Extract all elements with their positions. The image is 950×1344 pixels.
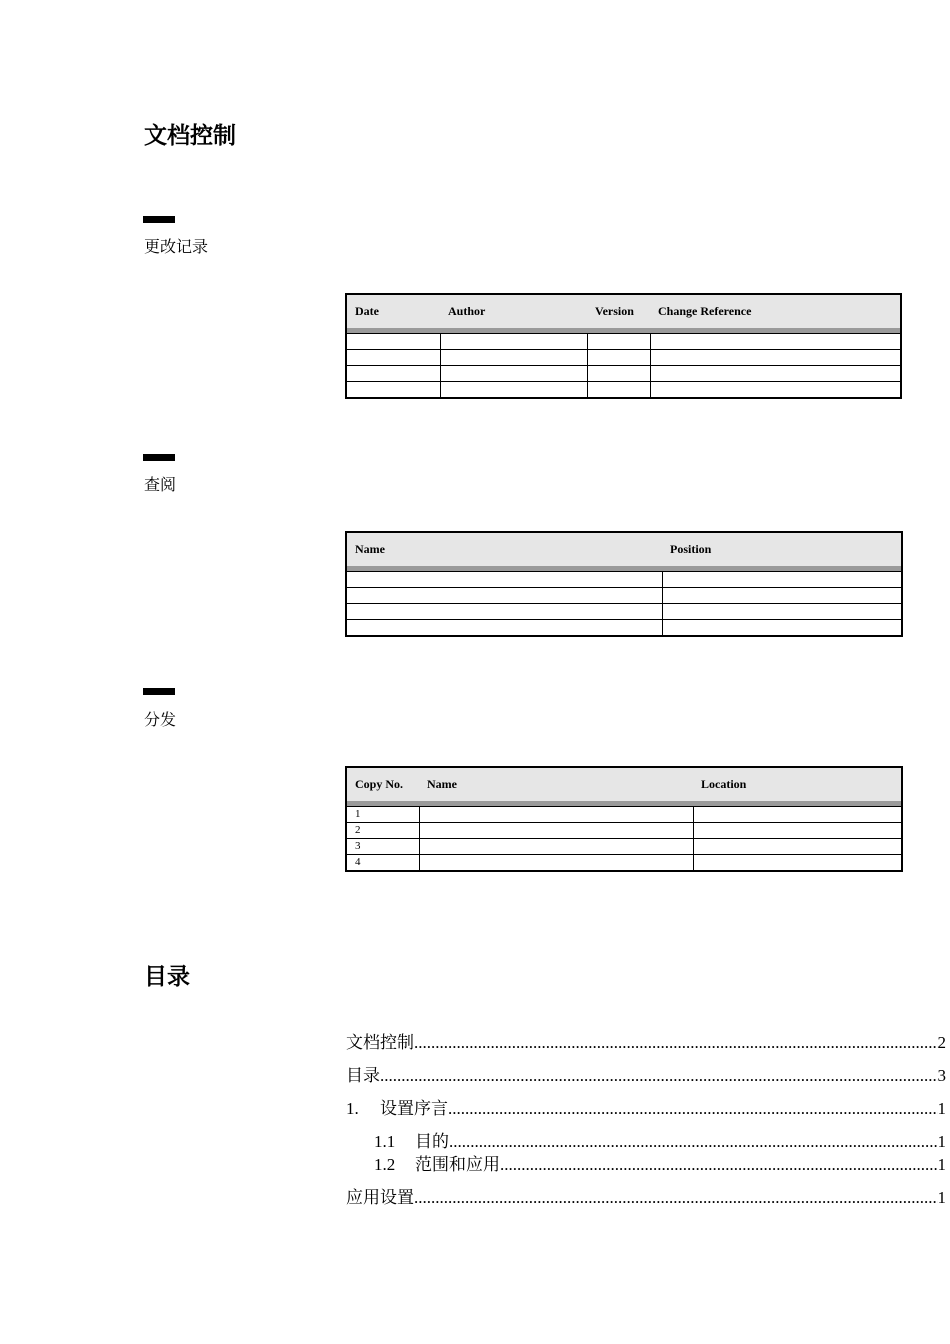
table-cell bbox=[346, 572, 662, 588]
table-cell bbox=[693, 823, 902, 839]
table-row bbox=[346, 620, 902, 637]
table-cell bbox=[440, 382, 587, 399]
table-row bbox=[346, 807, 902, 823]
table-cell bbox=[419, 823, 693, 839]
toc-entry-page: 1 bbox=[937, 1132, 946, 1151]
toc-title: 目录 bbox=[144, 964, 190, 990]
table-cell bbox=[346, 366, 440, 382]
toc-entry-text: 范围和应用 bbox=[415, 1155, 500, 1174]
table-cell bbox=[440, 366, 587, 382]
table-cell bbox=[662, 572, 902, 588]
toc-leader bbox=[449, 1132, 938, 1152]
table-row bbox=[346, 572, 902, 588]
table-cell bbox=[693, 855, 902, 872]
toc-entry-number: 1. bbox=[346, 1099, 359, 1118]
table-row bbox=[346, 604, 902, 620]
table-cell bbox=[440, 334, 587, 350]
table-cell bbox=[346, 620, 662, 637]
toc-entry-page: 1 bbox=[937, 1099, 946, 1118]
table-cell bbox=[587, 366, 650, 382]
table-cell bbox=[346, 382, 440, 399]
toc-entry-page: 3 bbox=[937, 1066, 946, 1085]
table-row bbox=[346, 350, 901, 366]
table-cell: 1 bbox=[346, 807, 419, 823]
toc-entry-number: 1.1 bbox=[374, 1132, 396, 1151]
toc-entry-page: 1 bbox=[937, 1188, 946, 1207]
table-cell: 2 bbox=[346, 823, 419, 839]
table-cell bbox=[346, 604, 662, 620]
section-marker bbox=[143, 688, 175, 695]
toc-leader bbox=[500, 1155, 938, 1175]
col-header-name: Name bbox=[346, 532, 662, 566]
table-row bbox=[346, 366, 901, 382]
toc-leader bbox=[414, 1033, 938, 1053]
col-header-name: Name bbox=[419, 767, 693, 801]
table-cell bbox=[440, 350, 587, 366]
toc-entry-number: 1.2 bbox=[374, 1155, 396, 1174]
table-cell bbox=[662, 604, 902, 620]
table-cell bbox=[419, 807, 693, 823]
table-cell bbox=[346, 588, 662, 604]
toc-entry[interactable] bbox=[374, 1150, 946, 1175]
distribution-heading: 分发 bbox=[144, 710, 177, 729]
col-header-version: Version bbox=[587, 294, 650, 328]
col-header-copy-no: Copy No. bbox=[346, 767, 419, 801]
table-row bbox=[346, 334, 901, 350]
toc-entry[interactable] bbox=[346, 1094, 946, 1119]
table-row bbox=[346, 588, 902, 604]
toc-entry[interactable] bbox=[346, 1028, 946, 1053]
table-cell: 4 bbox=[346, 855, 419, 872]
toc-entry-page: 2 bbox=[937, 1033, 946, 1052]
table-cell bbox=[587, 334, 650, 350]
toc-entry-page: 1 bbox=[937, 1155, 946, 1174]
toc-entry[interactable] bbox=[346, 1061, 946, 1086]
col-header-position: Position bbox=[662, 532, 902, 566]
table-cell bbox=[650, 350, 901, 366]
change-record-heading: 更改记录 bbox=[144, 237, 209, 256]
review-table bbox=[345, 531, 903, 637]
toc-entry[interactable] bbox=[374, 1127, 946, 1152]
table-cell bbox=[662, 620, 902, 637]
toc-entry-text: 设置序言 bbox=[380, 1099, 448, 1118]
table-cell bbox=[650, 334, 901, 350]
toc-entry[interactable] bbox=[346, 1183, 946, 1208]
toc-entry-text: 目录 bbox=[346, 1066, 380, 1085]
table-cell bbox=[693, 807, 902, 823]
table-cell bbox=[419, 855, 693, 872]
toc-leader bbox=[448, 1099, 938, 1119]
change-record-table bbox=[345, 293, 902, 399]
table-cell: 3 bbox=[346, 839, 419, 855]
table-row bbox=[346, 823, 902, 839]
table-cell bbox=[346, 350, 440, 366]
table-row bbox=[346, 855, 902, 872]
section-marker bbox=[143, 216, 175, 223]
table-cell bbox=[693, 839, 902, 855]
table-cell bbox=[650, 366, 901, 382]
toc-leader bbox=[414, 1188, 938, 1208]
doc-control-title: 文档控制 bbox=[144, 123, 236, 149]
table-cell bbox=[587, 382, 650, 399]
toc-entry-text: 应用设置 bbox=[346, 1188, 414, 1207]
toc-leader bbox=[380, 1066, 938, 1086]
table-cell bbox=[587, 350, 650, 366]
table-row bbox=[346, 382, 901, 399]
table-row bbox=[346, 839, 902, 855]
table-cell bbox=[662, 588, 902, 604]
col-header-date: Date bbox=[346, 294, 440, 328]
col-header-author: Author bbox=[440, 294, 587, 328]
section-marker bbox=[143, 454, 175, 461]
toc-list bbox=[346, 1028, 946, 1218]
col-header-change-reference: Change Reference bbox=[650, 294, 901, 328]
table-cell bbox=[419, 839, 693, 855]
toc-entry-text: 文档控制 bbox=[346, 1033, 414, 1052]
table-cell bbox=[650, 382, 901, 399]
col-header-location: Location bbox=[693, 767, 902, 801]
toc-entry-text: 目的 bbox=[415, 1132, 449, 1151]
distribution-table bbox=[345, 766, 903, 872]
table-cell bbox=[346, 334, 440, 350]
review-heading: 查阅 bbox=[144, 475, 177, 494]
